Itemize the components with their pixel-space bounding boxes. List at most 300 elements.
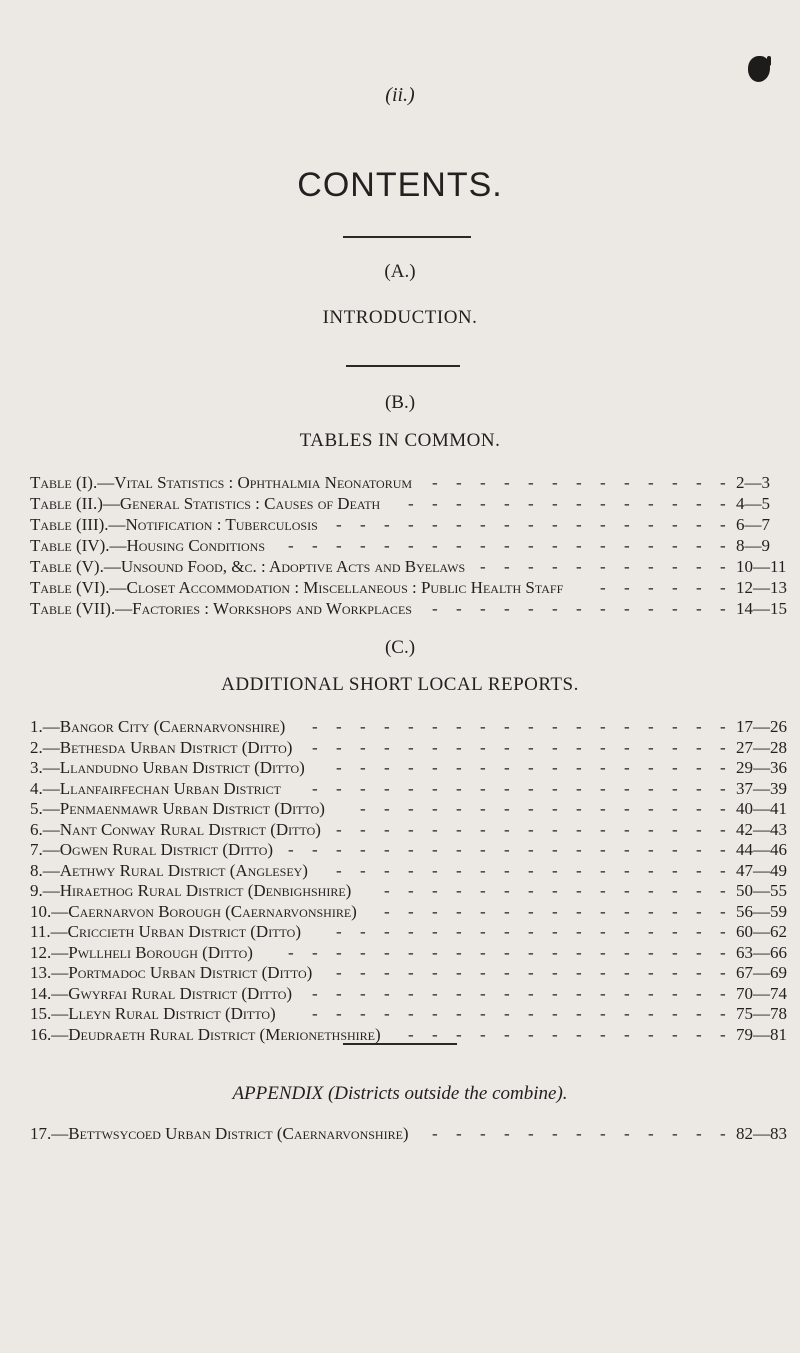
leader-dash: - [672, 881, 678, 900]
leader-dash: - [672, 536, 678, 555]
leader-dash: - [600, 717, 606, 736]
leader-dash: - [720, 557, 726, 576]
entry-label [30, 1004, 276, 1024]
entry-pages: 42—43 [736, 819, 787, 839]
leader-dash: - [624, 901, 630, 921]
leader-dash: - [336, 860, 342, 880]
leader-dash: - [624, 758, 630, 777]
leader-dash: - [360, 963, 366, 982]
leader-dash: - [720, 1124, 726, 1143]
leader-dash: - [432, 494, 438, 513]
contents-entry [30, 1024, 787, 1046]
entry-pages: 75—78 [736, 1004, 787, 1023]
leader-dash: - [408, 922, 414, 941]
leader-dash: - [600, 881, 606, 900]
section-b-title: TABLES IN COMMON. [299, 430, 501, 451]
leader-dash: - [624, 473, 630, 492]
entry-title: —Hiraethog Rural District (Denbighshire) [42, 881, 352, 900]
leader-dash: - [672, 515, 678, 534]
entry-title: —Gwyrfai Rural District (Ditto) [51, 983, 293, 1003]
leader-dash: - [528, 942, 534, 962]
leader-dash: - [384, 536, 390, 555]
leader-dash: - [552, 881, 558, 900]
ink-blot-drip [767, 56, 771, 66]
leader-dash: - [456, 963, 462, 982]
leader-dash: - [552, 963, 558, 982]
leader-dash: - [648, 963, 654, 982]
leader-dash: - [528, 922, 534, 941]
entry-label [30, 881, 351, 901]
entry-label [30, 1025, 381, 1045]
leader-dash: - [624, 599, 630, 618]
leader-dash: - [528, 963, 534, 982]
leader-dash: - [408, 840, 414, 859]
leader-dash: - [600, 819, 606, 839]
leader-dash: - [696, 799, 702, 818]
leader-dash: - [552, 840, 558, 859]
leader-dash: - [672, 599, 678, 618]
entry-pages: 67—69 [736, 963, 787, 982]
entry-title: Table (I).—Vital Statistics : Ophthalmia Neonatorum [30, 473, 413, 492]
entry-label [30, 578, 563, 598]
leader-dash: - [672, 717, 678, 736]
leader-dash: - [672, 473, 678, 492]
contents-entry [30, 901, 787, 923]
entry-number: 9. [30, 881, 43, 900]
divider-rule [343, 1043, 457, 1045]
contents-entry [30, 536, 775, 557]
contents-entry [30, 557, 787, 578]
leader-dash: - [408, 1024, 414, 1044]
entry-title: —Llandudno Urban District (Ditto) [42, 758, 305, 777]
leader-dash: - [648, 983, 654, 1003]
leader-dash: - [432, 1124, 438, 1143]
entry-number: 8. [30, 860, 43, 880]
entry-number: 4. [30, 778, 43, 798]
leader-dash: - [624, 1124, 630, 1143]
leader-dash: - [432, 840, 438, 859]
entry-number: 14. [30, 983, 52, 1003]
leader-dash: - [504, 557, 510, 576]
entry-number: 2. [30, 737, 43, 757]
leader-dash: - [288, 840, 294, 859]
leader-dash: - [384, 942, 390, 962]
leader-dash: - [552, 737, 558, 757]
leader-dash: - [552, 942, 558, 962]
leader-dash: - [384, 840, 390, 859]
leader-dash: - [480, 494, 486, 513]
leader-dash: - [408, 942, 414, 962]
leader-dash: - [576, 737, 582, 757]
entry-title: —Bangor City (Caernarvonshire) [42, 717, 286, 736]
leader-dash: - [648, 922, 654, 941]
leader-dash: - [384, 819, 390, 839]
leader-dash: - [696, 758, 702, 777]
leader-dash: - [528, 983, 534, 1003]
leader-dash: - [720, 840, 726, 859]
contents-entry [30, 473, 775, 494]
leader-dash: - [408, 963, 414, 982]
leader-dash: - [696, 536, 702, 555]
leader-dash: - [648, 758, 654, 777]
leader-dash: - [432, 473, 438, 492]
entry-title: —Bethesda Urban District (Ditto) [42, 737, 293, 757]
leader-dash: - [528, 557, 534, 576]
entry-number: 17. [30, 1124, 52, 1143]
leader-dash: - [408, 778, 414, 798]
leader-dash: - [360, 717, 366, 736]
leader-dash: - [384, 983, 390, 1003]
appendix-list [30, 1124, 787, 1146]
leader-dash: - [576, 860, 582, 880]
leader-dash: - [408, 901, 414, 921]
leader-dash: - [624, 1024, 630, 1044]
leader-dash: - [456, 1024, 462, 1044]
leader-dash: - [672, 1024, 678, 1044]
leader-dash: - [456, 778, 462, 798]
leader-dash: - [600, 860, 606, 880]
leader-dash: - [576, 819, 582, 839]
leader-dash: - [336, 536, 342, 555]
entry-pages: 12—13 [736, 578, 787, 597]
leader-dash: - [384, 901, 390, 921]
leader-dash: - [336, 819, 342, 839]
leader-dash: - [456, 717, 462, 736]
leader-dash: - [480, 737, 486, 757]
leader-dash: - [480, 860, 486, 880]
leader-dash: - [696, 737, 702, 757]
entry-title: —Ogwen Rural District (Ditto) [42, 840, 274, 859]
leader-dash: - [360, 799, 366, 818]
leader-dash: - [672, 778, 678, 798]
leader-dash: - [456, 922, 462, 941]
leader-dash: - [384, 963, 390, 982]
leader-dash: - [552, 473, 558, 492]
leader-dash: - [552, 494, 558, 513]
leader-dash: - [672, 942, 678, 962]
leader-dash: - [720, 819, 726, 839]
entry-pages: 50—55 [736, 881, 787, 900]
leader-dash: - [408, 983, 414, 1003]
leader-dash: - [408, 799, 414, 818]
contents-entry [30, 494, 775, 515]
leader-dash: - [336, 963, 342, 982]
entry-label [30, 861, 308, 881]
leader-dash: - [480, 881, 486, 900]
leader-dash: - [528, 717, 534, 736]
leader-dash: - [624, 494, 630, 513]
entry-title: —Nant Conway Rural District (Ditto) [42, 819, 321, 839]
contents-entry [30, 983, 787, 1005]
leader-dash: - [504, 819, 510, 839]
entry-pages: 27—28 [736, 737, 787, 757]
entry-title: Table (IV).—Housing Conditions [30, 536, 266, 555]
leader-dash: - [432, 717, 438, 736]
leader-dash: - [360, 536, 366, 555]
entry-pages: 56—59 [736, 901, 787, 921]
entry-label [30, 984, 292, 1004]
leader-dash: - [624, 840, 630, 859]
leader-dash: - [336, 758, 342, 777]
leader-dash: - [648, 717, 654, 736]
leader-dash: - [432, 901, 438, 921]
leader-dash: - [384, 881, 390, 900]
leader-dash: - [696, 557, 702, 576]
leader-dash: - [480, 473, 486, 492]
entry-title: —Criccieth Urban District (Ditto) [50, 922, 301, 941]
leader-dash: - [720, 983, 726, 1003]
contents-entry [30, 778, 787, 800]
leader-dash: - [528, 778, 534, 798]
leader-dash: - [360, 840, 366, 859]
leader-dash: - [528, 819, 534, 839]
leader-dash: - [504, 942, 510, 962]
leader-dash: - [360, 1004, 366, 1023]
leader-dash: - [432, 737, 438, 757]
section-c-letter: (C.) [384, 637, 416, 658]
leader-dash: - [720, 860, 726, 880]
leader-dash: - [600, 578, 606, 597]
entry-label [30, 599, 412, 619]
leader-dash: - [576, 717, 582, 736]
contents-entry [30, 799, 787, 820]
entry-pages: 10—11 [736, 557, 787, 576]
entry-title: —Penmaenmawr Urban District (Ditto) [42, 799, 325, 818]
leader-dash: - [576, 922, 582, 941]
leader-dash: - [720, 494, 726, 513]
entry-label [30, 799, 325, 819]
leader-dash: - [408, 881, 414, 900]
leader-dash: - [480, 557, 486, 576]
leader-dash: - [576, 840, 582, 859]
contents-entry [30, 737, 787, 759]
leader-dash: - [504, 473, 510, 492]
leader-dash: - [504, 737, 510, 757]
leader-dash: - [480, 1004, 486, 1023]
leader-dash: - [504, 1024, 510, 1044]
entry-label [30, 922, 301, 942]
leader-dash: - [312, 1004, 318, 1023]
leader-dash: - [720, 1004, 726, 1023]
leader-dash: - [648, 942, 654, 962]
entry-number: 6. [30, 819, 43, 839]
contents-entry [30, 599, 787, 620]
leader-dash: - [360, 860, 366, 880]
leader-dash: - [576, 599, 582, 618]
leader-dash: - [384, 860, 390, 880]
entry-label [30, 557, 465, 577]
leader-dash: - [432, 515, 438, 534]
leader-dash: - [648, 557, 654, 576]
leader-dash: - [624, 983, 630, 1003]
entry-pages: 47—49 [736, 860, 787, 880]
leader-dash: - [552, 758, 558, 777]
leader-dash: - [720, 1024, 726, 1044]
leader-dash: - [624, 819, 630, 839]
leader-dash: - [696, 942, 702, 962]
leader-dash: - [480, 963, 486, 982]
leader-dash: - [648, 778, 654, 798]
leader-dash: - [576, 1124, 582, 1143]
leader-dash: - [624, 578, 630, 597]
leader-dash: - [456, 536, 462, 555]
leader-dash: - [456, 515, 462, 534]
leader-dash: - [696, 1024, 702, 1044]
contents-entry [30, 860, 787, 882]
entry-number: 11. [30, 922, 51, 941]
leader-dash: - [432, 599, 438, 618]
leader-dash: - [384, 515, 390, 534]
leader-dash: - [528, 840, 534, 859]
leader-dash: - [720, 578, 726, 597]
leader-dash: - [504, 494, 510, 513]
leader-dash: - [672, 799, 678, 818]
entry-label [30, 717, 285, 737]
leader-dash: - [672, 557, 678, 576]
leader-dash: - [552, 557, 558, 576]
leader-dash: - [576, 1004, 582, 1023]
leader-dash: - [576, 758, 582, 777]
leader-dash: - [576, 799, 582, 818]
leader-dash: - [696, 599, 702, 618]
leader-dash: - [672, 901, 678, 921]
leader-dash: - [576, 494, 582, 513]
entry-pages: 63—66 [736, 942, 787, 962]
leader-dash: - [720, 922, 726, 941]
leader-dash: - [720, 473, 726, 492]
leader-dash: - [312, 840, 318, 859]
entry-pages: 8—9 [736, 536, 770, 555]
leader-dash: - [696, 473, 702, 492]
leader-dash: - [576, 473, 582, 492]
leader-dash: - [504, 922, 510, 941]
leader-dash: - [528, 536, 534, 555]
leader-dash: - [624, 778, 630, 798]
entry-title: —Deudraeth Rural District (Merionethshire) [51, 1024, 381, 1044]
leader-dash: - [696, 515, 702, 534]
leader-dash: - [360, 758, 366, 777]
leader-dash: - [528, 494, 534, 513]
leader-dash: - [648, 1024, 654, 1044]
leader-dash: - [456, 819, 462, 839]
leader-dash: - [576, 515, 582, 534]
leader-dash: - [384, 799, 390, 818]
entry-label [30, 963, 312, 983]
leader-dash: - [456, 473, 462, 492]
entry-title: —Aethwy Rural District (Anglesey) [42, 860, 308, 880]
leader-dash: - [456, 901, 462, 921]
entry-number: 7. [30, 840, 43, 859]
leader-dash: - [528, 758, 534, 777]
leader-dash: - [576, 536, 582, 555]
leader-dash: - [576, 963, 582, 982]
leader-dash: - [480, 1024, 486, 1044]
entry-title: Table (V).—Unsound Food, &c. : Adoptive Acts and Byelaws [30, 557, 466, 576]
leader-dash: - [696, 901, 702, 921]
leader-dash: - [600, 515, 606, 534]
entry-pages: 70—74 [736, 983, 787, 1003]
leader-dash: - [552, 599, 558, 618]
leader-dash: - [432, 1004, 438, 1023]
leader-dash: - [552, 819, 558, 839]
leader-dash: - [336, 983, 342, 1003]
leader-dash: - [576, 983, 582, 1003]
leader-dash: - [384, 778, 390, 798]
leader-dash: - [552, 1024, 558, 1044]
entry-pages: 4—5 [736, 494, 770, 513]
leader-dash: - [432, 922, 438, 941]
entry-number: 12. [30, 942, 52, 962]
entry-number: 13. [30, 963, 52, 982]
leader-dash: - [408, 737, 414, 757]
leader-dash: - [504, 840, 510, 859]
leader-dash: - [312, 983, 318, 1003]
leader-dash: - [456, 942, 462, 962]
entry-title: —Portmadoc Urban District (Ditto) [51, 963, 313, 982]
entry-pages: 2—3 [736, 473, 770, 492]
leader-dash: - [672, 840, 678, 859]
entry-label [30, 779, 281, 799]
appendix-title: APPENDIX (Districts outside the combine). [232, 1083, 568, 1104]
leader-dash: - [456, 1124, 462, 1143]
leader-dash: - [408, 860, 414, 880]
leader-dash: - [696, 881, 702, 900]
leader-dash: - [672, 758, 678, 777]
leader-dash: - [312, 717, 318, 736]
contents-entry [30, 717, 787, 738]
leader-dash: - [552, 1124, 558, 1143]
leader-dash: - [600, 1024, 606, 1044]
leader-dash: - [696, 578, 702, 597]
leader-dash: - [504, 963, 510, 982]
contents-entry [30, 881, 787, 902]
leader-dash: - [600, 1004, 606, 1023]
leader-dash: - [480, 840, 486, 859]
section-a-title: INTRODUCTION. [322, 307, 478, 328]
leader-dash: - [528, 1124, 534, 1143]
leader-dash: - [648, 901, 654, 921]
leader-dash: - [552, 536, 558, 555]
leader-dash: - [360, 983, 366, 1003]
leader-dash: - [720, 737, 726, 757]
entry-number: 10. [30, 901, 52, 921]
entry-pages: 82—83 [736, 1124, 787, 1143]
leader-dash: - [720, 778, 726, 798]
leader-dash: - [624, 860, 630, 880]
leader-dash: - [552, 799, 558, 818]
leader-dash: - [312, 778, 318, 798]
leader-dash: - [600, 922, 606, 941]
leader-dash: - [408, 819, 414, 839]
leader-dash: - [672, 737, 678, 757]
leader-dash: - [480, 536, 486, 555]
leader-dash: - [456, 983, 462, 1003]
section-c-title: ADDITIONAL SHORT LOCAL REPORTS. [221, 674, 579, 695]
leader-dash: - [432, 819, 438, 839]
leader-dash: - [336, 778, 342, 798]
leader-dash: - [528, 599, 534, 618]
leader-dash: - [696, 494, 702, 513]
leader-dash: - [456, 881, 462, 900]
leader-dash: - [480, 1124, 486, 1143]
leader-dash: - [624, 799, 630, 818]
leader-dash: - [648, 799, 654, 818]
divider-rule [346, 365, 460, 367]
entry-title: Table (VII).—Factories : Workshops and Workplaces [30, 599, 412, 618]
leader-dash: - [432, 799, 438, 818]
leader-dash: - [600, 799, 606, 818]
leader-dash: - [336, 922, 342, 941]
